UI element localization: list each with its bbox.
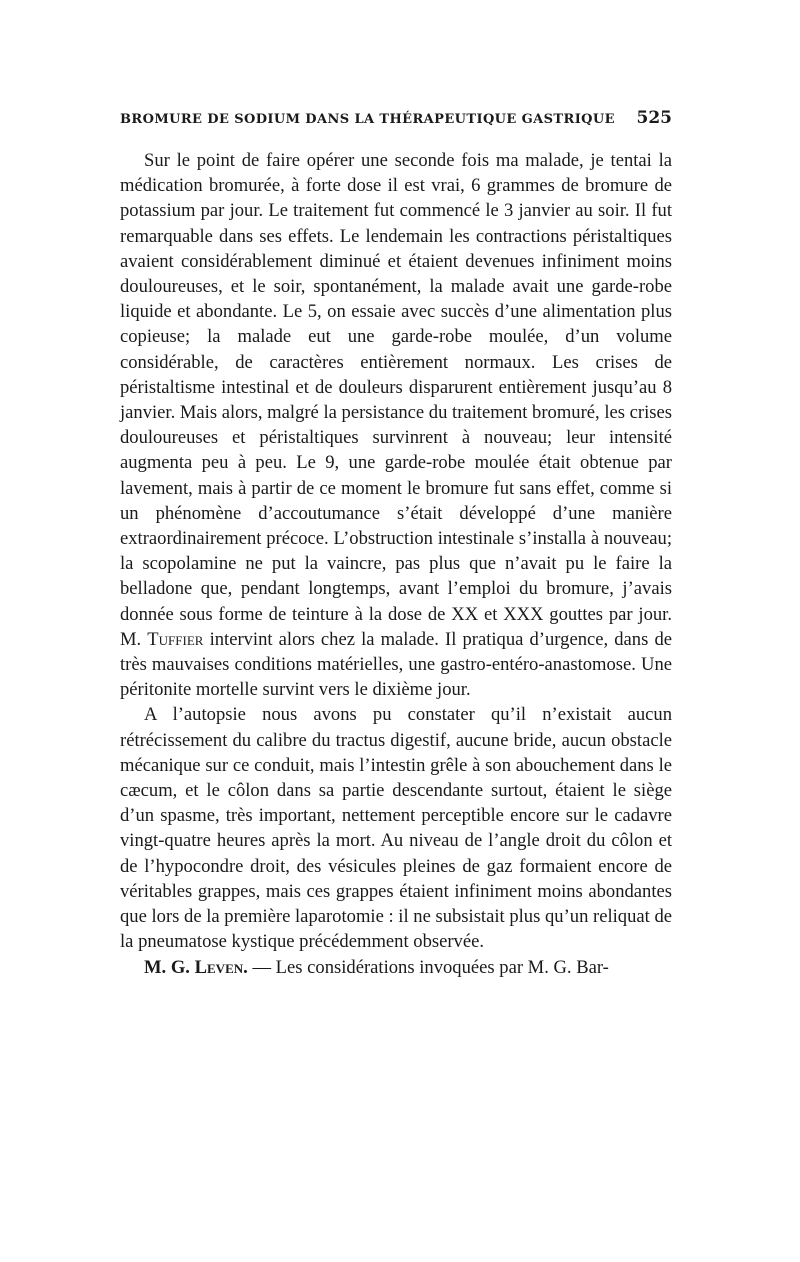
running-header (120, 108, 672, 136)
paragraph-1-end: intervint alors chez la malade. Il pratiqua d’urgence, dans de très mauvaises conditions matérielles, une gastro-entéro-anastomose. Une péritonite mortelle survint vers le dixième jour. (120, 628, 672, 701)
body-text (120, 148, 672, 980)
paragraph-3-text: — Les considérations invoquées par M. G. Bar- (252, 956, 609, 978)
paragraph-autopsy: A l’autopsie nous avons pu constater qu’il n’existait aucun rétrécissement du calibre du tractus digestif, aucune bride, aucun obstacle mécanique sur ce conduit, mais l’intestin grêle à son abouchement dans le cæcum, et le côlon dans sa partie descendante surtout, étaient le siège d’un spasme, très important, nettement perceptible encore sur le cadavre vingt-quatre heures après la mort. Au niveau de l’angle droit du côlon et de l’hypocondre droit, des vésicules pleines de gaz formaient encore de véritables grappes, mais ces grappes étaient infiniment moins abondantes que lors de la première laparotomie : il ne subsistait plus qu’un reliquat de la pneumatose kystique précédemment observée. (120, 704, 672, 953)
page-number: 525 (636, 108, 672, 128)
book-page (120, 108, 672, 980)
paragraph-1-text: Sur le point de faire opérer une seconde fois ma malade, je tentai la médication bromurée, à forte dose il est vrai, 6 grammes de bromure de potassium par jour. Le traitement fut commencé le 3 janvier au soir. Il fut remarquable dans ses effets. Le lendemain les contractions péristaltiques avaient considérablement diminué et étaient devenues infiniment moins douloureuses, et le soir, spontanément, la malade avait une garde-robe liquide et abondante. Le 5, on essaie avec succès d’une alimentation plus copieuse; la malade eut une garde-robe moulée, d’un volume considérable, de caractères entièrement normaux. Les crises de péristaltisme intestinal et de douleurs disparurent entièrement jusqu’au 8 janvier. Mais alors, malgré la persistance du traitement bromuré, les crises douloureuses et péristaltiques survinrent à nouveau; leur intensité augmenta peu à peu. Le 9, une garde-robe moulée était obtenue par lavement, mais à partir de ce moment le bromure fut sans effet, comme si un phénomène d’accoutumance s’était développé d’une manière extraordinairement précoce. L’obstruction intestinale s’installa à nouveau; la scopolamine ne put la vaincre, pas plus que n’avait pu le faire la belladone que, pendant longtemps, avant l’emploi du bromure, j’avais donnée sous forme de teinture à la dose de XX et XXX gouttes par jour. M. (120, 150, 672, 650)
running-title: BROMURE DE SODIUM DANS LA THÉRAPEUTIQUE GASTRIQUE (120, 112, 615, 127)
surgeon-name: Tuffier (147, 628, 204, 650)
paragraph-case-treatment (120, 148, 672, 702)
speaker-name: M. G. Leven. (144, 956, 248, 978)
paragraph-discussion (120, 955, 672, 980)
